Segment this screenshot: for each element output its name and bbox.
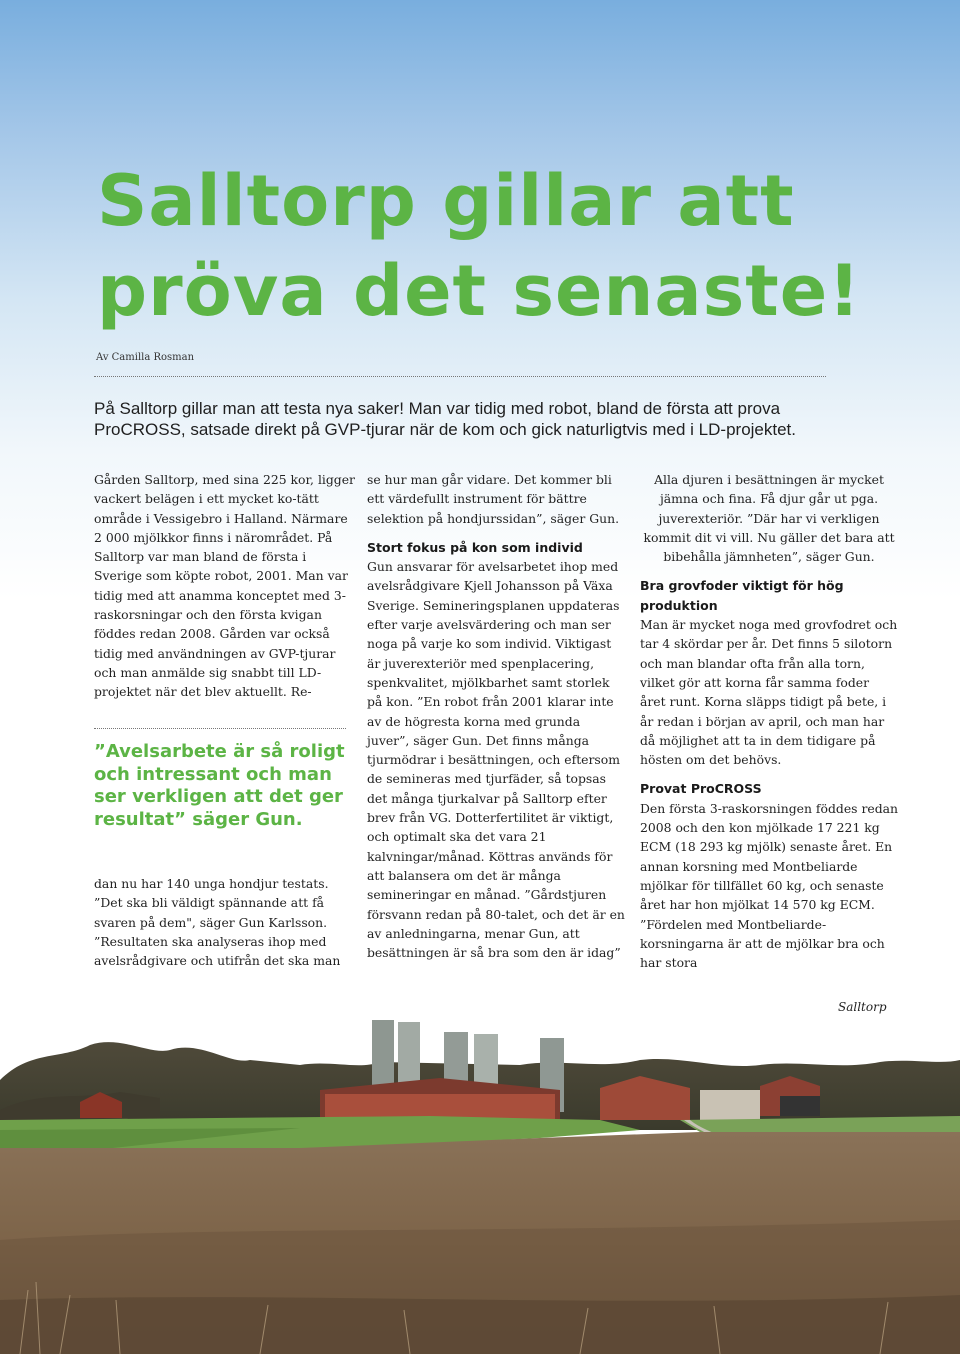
page-footer — [0, 1296, 260, 1320]
byline: Av Camilla Rosman — [96, 352, 195, 363]
pullquote-divider — [94, 728, 346, 729]
lead-paragraph: På Salltorp gillar man att testa nya saker! Man var tidig med robot, bland de första att prova ProCROSS, satsade direkt på GVP-tjurar när de kom och gick naturligtvis med i LD-projektet. — [94, 399, 797, 439]
divider — [94, 376, 826, 377]
photo-caption: Salltorp — [838, 1000, 887, 1014]
article-title: Salltorp gillar att pröva det senaste! — [97, 160, 862, 332]
column-2 — [367, 470, 625, 962]
column-3 — [640, 470, 898, 972]
pull-quote: ”Avelsarbete är så roligt och intressant och man ser verkligen att det ger resultat” säger Gun. — [94, 741, 345, 830]
body-paragraph: Gun ansvarar för avelsarbetet ihop med avelsrådgivare Kjell Johansson på Växa Sverige. Semineringsplanen uppdateras efter varje avelsvärdering och man ser noga på varje ko som individ. Viktigast är juverexteriör med spenplacering, spenkvalitet, mjölkbarhet samt storlek på kon. ”En robot från 2001 klarar inte av de högresta korna med grunda juver”, säger Gun. Det finns många tjurmödrar i besättningen, och eftersom de semineras med tjurfäder, så topsas det många tjurkalvar på Salltorp efter brev från VG. Dotterfertilitet är viktigt, och optimalt ska det vara 21 kalvningar/månad. Köttras används för att balansera om det är många semineringar en månad. ”Gårdstjuren försvann redan på 80-talet, och det är en av anledningarna, menar Gun, att besättningen är så bra som den är idag” — [367, 559, 625, 961]
body-paragraph: Man är mycket noga med grovfodret och tar 4 skördar per år. Det finns 5 silotorn och man blandar ofta från alla torn, vilket gör att korna får samma foder året runt. Korna släpps tidigt på bete, i år redan i början av april, och man har då möjlighet att ta in dem tidigare på hösten om det behövs. — [640, 617, 898, 768]
column-1-continued — [94, 874, 356, 970]
column-1 — [94, 470, 356, 702]
body-paragraph: Den första 3-raskorsningen föddes redan 2008 och den kon mjölkade 17 221 kg ECM (18 293 kg mjölk) senaste året. En annan korsning med Montbeliarde mjölkar för tillfället 60 kg, och senaste året har hon mjölkat 14 570 kg ECM. ”Fördelen med Montbeliarde-korsningarna är att de mjölkar bra och har stora — [640, 800, 899, 971]
subheading: Stort fokus på kon som individ — [367, 539, 583, 555]
subheading: Provat ProCROSS — [640, 781, 762, 797]
body-paragraph: Gården Salltorp, med sina 225 kor, ligger vackert belägen i ett mycket ko-tätt område i Vessigebro i Halland. Närmare 2 000 mjölkkor finns i närområdet. På Salltorp var man bland de första i Sverige som köpte robot, 2001. Man var tidig med att anamma konceptet med 3-raskorsningar och den första kvigan föddes redan 2008. Gården var också tidig med användningen av GVP-tjurar och man anmälde sig snabbt till LD-projektet när det blev aktuellt. Re- — [94, 472, 355, 700]
body-paragraph: se hur man går vidare. Det kommer bli ett värdefullt instrument för bättre selektion på hondjurssidan”, säger Gun. — [367, 472, 620, 526]
body-paragraph: Alla djuren i besättningen är mycket jämna och fina. Få djur går ut pga. juverexteriör. ”Där har vi verkligen kommit dit vi vill. Nu gäller det bara att bibehålla jämnheten”, säger Gun. — [643, 472, 895, 565]
subheading: Bra grovfoder viktigt för hög produktion — [640, 578, 844, 613]
body-paragraph: dan nu har 140 unga hondjur testats. ”Det ska bli väldigt spännande att få svaren på dem", säger Gun Karlsson. ”Resultaten ska analyseras ihop med avelsrådgivare och utifrån det ska man — [94, 876, 341, 969]
